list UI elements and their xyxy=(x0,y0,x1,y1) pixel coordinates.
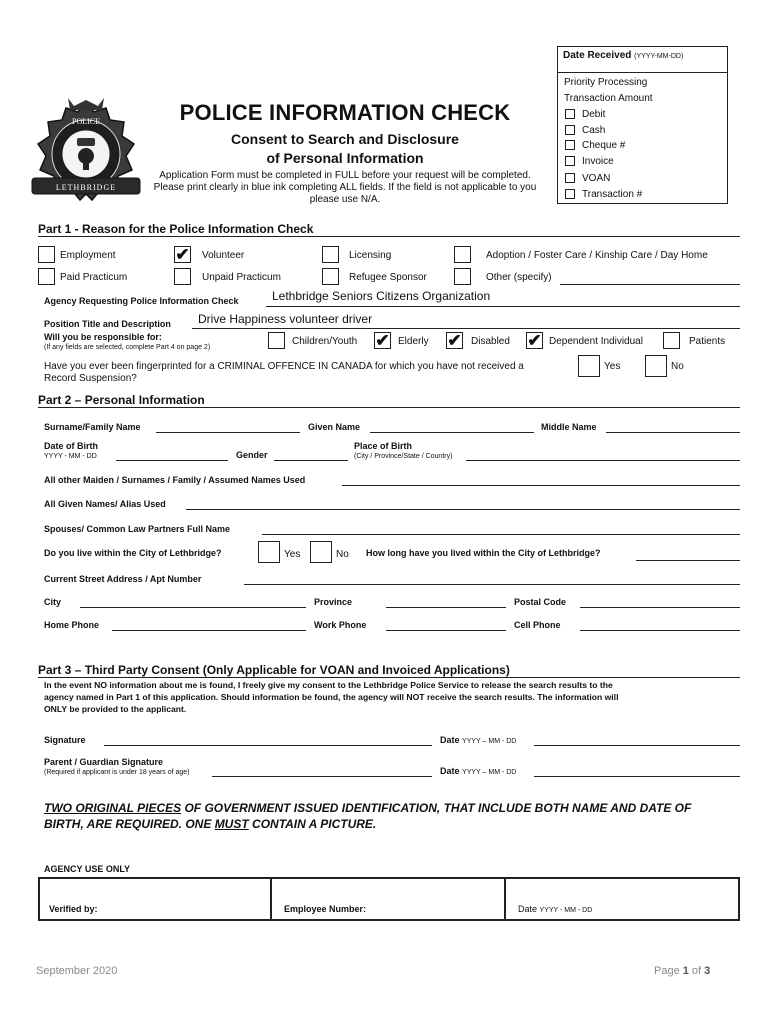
adoption-label: Adoption / Foster Care / Kinship Care / Day Home xyxy=(486,250,708,261)
dob-line[interactable] xyxy=(116,460,228,461)
page-number: Page 1 of 3 xyxy=(654,965,711,977)
fingerprint-yes-label: Yes xyxy=(604,361,621,372)
address-label: Current Street Address / Apt Number xyxy=(44,574,202,584)
dob-label: Date of Birth xyxy=(44,441,98,451)
position-line xyxy=(192,328,740,329)
cheque-label: Cheque # xyxy=(582,140,626,151)
parent-date-line[interactable] xyxy=(534,776,740,777)
maiden-names-label: All other Maiden / Surnames / Family / Assumed Names Used xyxy=(44,475,306,485)
work-phone-line[interactable] xyxy=(386,630,506,631)
paid-practicum-checkbox[interactable] xyxy=(38,268,55,285)
other-checkbox[interactable] xyxy=(454,268,471,285)
children-youth-label: Children/Youth xyxy=(292,336,358,347)
voan-label: VOAN xyxy=(582,173,611,184)
how-long-label: How long have you lived within the City of Lethbridge? xyxy=(366,548,601,558)
patients-checkbox[interactable] xyxy=(663,332,680,349)
transaction-number-label: Transaction # xyxy=(582,189,643,200)
postal-code-label: Postal Code xyxy=(514,597,567,607)
licensing-label: Licensing xyxy=(349,250,392,261)
part2-heading: Part 2 – Personal Information xyxy=(38,393,740,408)
cash-checkbox[interactable] xyxy=(565,125,575,135)
licensing-checkbox[interactable] xyxy=(322,246,339,263)
children-youth-checkbox[interactable] xyxy=(268,332,285,349)
live-yes-checkbox[interactable] xyxy=(258,541,280,563)
signature-line[interactable] xyxy=(104,745,432,746)
office-use-box xyxy=(557,46,728,204)
fingerprint-question-line-1: Have you ever been fingerprinted for a CRIMINAL OFFENCE IN CANADA for which you have not received a xyxy=(44,361,524,372)
page-title: POLICE INFORMATION CHECK xyxy=(179,100,511,125)
agency-use-table xyxy=(38,877,740,921)
badge-bottom-text: LETHBRIDGE xyxy=(55,183,117,192)
agency-date-label: Date YYYY - MM - DD xyxy=(518,904,593,914)
transaction-amount-label: Transaction Amount xyxy=(564,93,653,104)
middle-name-label: Middle Name xyxy=(541,422,597,432)
police-badge-icon xyxy=(30,98,142,208)
pob-line[interactable] xyxy=(466,460,740,461)
alias-line[interactable] xyxy=(186,509,740,510)
refugee-sponsor-checkbox[interactable] xyxy=(322,268,339,285)
parent-signature-note: (Required if applicant is under 18 years of age) xyxy=(44,769,190,776)
elderly-label: Elderly xyxy=(398,336,429,347)
province-label: Province xyxy=(314,597,353,607)
city-line[interactable] xyxy=(80,607,306,608)
agency-label: Agency Requesting Police Information Check xyxy=(44,296,239,306)
instruction-line-1: Application Form must be completed in FULL before your request will be completed. xyxy=(159,170,531,181)
part3-heading: Part 3 – Third Party Consent (Only Applicable for VOAN and Invoiced Applications) xyxy=(38,663,740,678)
cell-phone-label: Cell Phone xyxy=(514,620,561,630)
signature-date-line[interactable] xyxy=(534,745,740,746)
cheque-checkbox[interactable] xyxy=(565,140,575,150)
address-line[interactable] xyxy=(244,584,740,585)
live-no-label: No xyxy=(336,549,349,560)
gender-line[interactable] xyxy=(274,460,348,461)
other-label: Other (specify) xyxy=(486,272,552,283)
live-yes-label: Yes xyxy=(284,549,301,560)
subtitle-line-1: Consent to Search and Disclosure xyxy=(231,131,459,147)
alias-label: All Given Names/ Alias Used xyxy=(44,499,166,509)
volunteer-checkbox[interactable]: ✔ xyxy=(175,245,190,264)
position-value[interactable]: Drive Happiness volunteer driver xyxy=(198,312,373,326)
footer-date: September 2020 xyxy=(36,965,118,977)
parent-signature-label: Parent / Guardian Signature xyxy=(44,757,164,767)
debit-checkbox[interactable] xyxy=(565,109,575,119)
cell-phone-line[interactable] xyxy=(580,630,740,631)
surname-line[interactable] xyxy=(156,432,300,433)
parent-signature-line[interactable] xyxy=(212,776,432,777)
volunteer-label: Volunteer xyxy=(202,250,245,261)
voan-checkbox[interactable] xyxy=(565,173,575,183)
badge-top-text: POLICE xyxy=(72,117,100,126)
fingerprint-no-checkbox[interactable] xyxy=(645,355,667,377)
responsible-note: (If any fields are selected, complete Part 4 on page 2) xyxy=(44,344,211,351)
part1-heading: Part 1 - Reason for the Police Information Check xyxy=(38,222,740,237)
dob-format: YYYY - MM - DD xyxy=(44,453,97,460)
maiden-names-line[interactable] xyxy=(342,485,740,486)
priority-processing-label: Priority Processing xyxy=(564,77,648,88)
disabled-label: Disabled xyxy=(471,336,510,347)
signature-date-label: Date YYYY – MM - DD xyxy=(440,735,517,745)
instruction-line-3: please use N/A. xyxy=(309,194,381,205)
invoice-checkbox[interactable] xyxy=(565,156,575,166)
date-received-label: Date Received (YYYY-MM-DD) xyxy=(563,50,684,61)
agency-line xyxy=(266,306,740,307)
live-no-checkbox[interactable] xyxy=(310,541,332,563)
province-line[interactable] xyxy=(386,607,506,608)
fingerprint-no-label: No xyxy=(671,361,684,372)
gender-label: Gender xyxy=(236,450,268,460)
middle-name-line[interactable] xyxy=(606,432,740,433)
dependent-individual-checkbox[interactable]: ✔ xyxy=(527,331,542,350)
pob-label: Place of Birth xyxy=(354,441,413,451)
employee-number-label: Employee Number: xyxy=(284,904,367,914)
paid-practicum-label: Paid Practicum xyxy=(60,272,128,283)
elderly-checkbox[interactable]: ✔ xyxy=(375,331,390,350)
pob-format: (City / Province/State / Country) xyxy=(354,453,453,460)
other-specify-line[interactable] xyxy=(560,284,740,285)
parent-date-label: Date YYYY – MM - DD xyxy=(440,766,517,776)
dependent-individual-label: Dependent Individual xyxy=(549,336,643,347)
unpaid-practicum-label: Unpaid Practicum xyxy=(202,272,281,283)
home-phone-label: Home Phone xyxy=(44,620,100,630)
home-phone-line[interactable] xyxy=(112,630,306,631)
how-long-line[interactable] xyxy=(636,560,740,561)
instruction-line-2: Please print clearly in blue ink completing ALL fields. If the field is not applicable to you xyxy=(153,182,537,193)
city-label: City xyxy=(44,597,62,607)
spouses-line[interactable] xyxy=(262,534,740,535)
invoice-label: Invoice xyxy=(582,156,614,167)
spouses-label: Spouses/ Common Law Partners Full Name xyxy=(44,524,231,534)
debit-label: Debit xyxy=(582,109,606,120)
subtitle-line-2: of Personal Information xyxy=(266,150,424,166)
fingerprint-yes-checkbox[interactable] xyxy=(578,355,600,377)
agency-value[interactable]: Lethbridge Seniors Citizens Organization xyxy=(272,289,491,303)
disabled-checkbox[interactable]: ✔ xyxy=(447,331,462,350)
given-name-label: Given Name xyxy=(308,422,361,432)
postal-code-line[interactable] xyxy=(580,607,740,608)
work-phone-label: Work Phone xyxy=(314,620,367,630)
fingerprint-question-line-2: Record Suspension? xyxy=(44,373,137,384)
cash-label: Cash xyxy=(582,125,606,136)
responsible-label: Will you be responsible for: xyxy=(44,332,162,342)
live-in-city-label: Do you live within the City of Lethbridge? xyxy=(44,548,222,558)
given-name-line[interactable] xyxy=(370,432,534,433)
id-notice: TWO ORIGINAL PIECES OF GOVERNMENT ISSUED IDENTIFICATION, THAT INCLUDE BOTH NAME AND DATE OF BIRTH, ARE REQUIRED. ONE MUST CONTAIN A PICTURE. xyxy=(44,801,692,831)
agency-use-label: AGENCY USE ONLY xyxy=(44,864,131,874)
verified-by-label: Verified by: xyxy=(49,904,98,914)
unpaid-practicum-checkbox[interactable] xyxy=(174,268,191,285)
consent-text: In the event NO information about me is found, I freely give my consent to the Lethbridge Police Service to release the search results to the agency named in Part 1 of this application. Should information be found, the agency will NOT receive the search results. The information will ONLY be provided to the applicant. xyxy=(44,680,619,714)
refugee-sponsor-label: Refugee Sponsor xyxy=(349,272,427,283)
surname-label: Surname/Family Name xyxy=(44,422,141,432)
patients-label: Patients xyxy=(689,336,726,347)
adoption-checkbox[interactable] xyxy=(454,246,471,263)
signature-label: Signature xyxy=(44,735,86,745)
employment-checkbox[interactable] xyxy=(38,246,55,263)
employment-label: Employment xyxy=(60,250,116,261)
position-label: Position Title and Description xyxy=(44,319,171,329)
transaction-number-checkbox[interactable] xyxy=(565,189,575,199)
